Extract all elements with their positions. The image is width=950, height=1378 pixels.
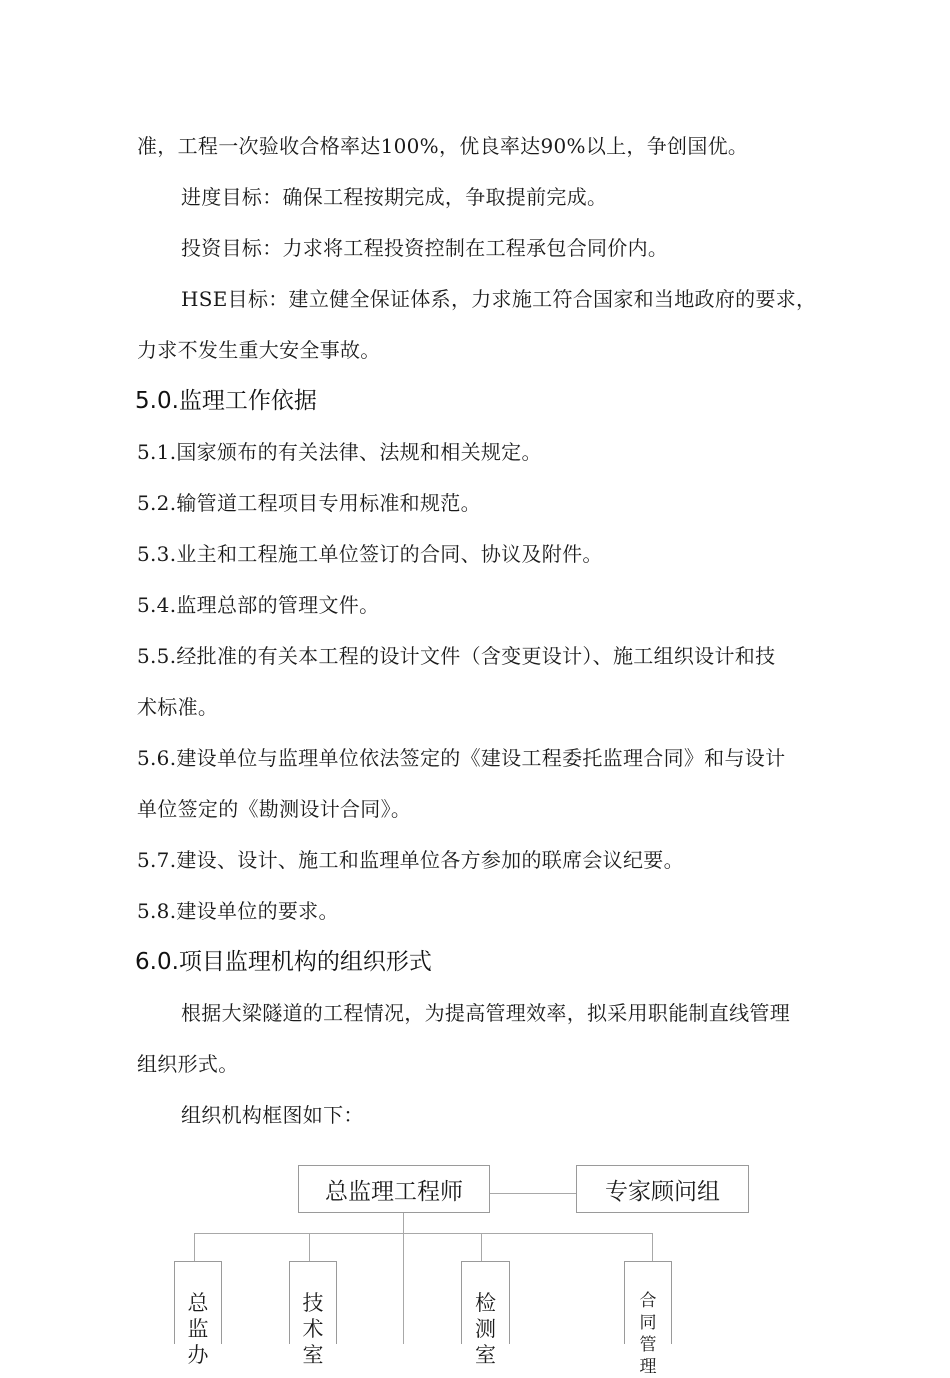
paragraph-org-form-cont: 组织形式。 [137, 1052, 239, 1076]
connector-chief-advisor [490, 1193, 577, 1194]
org-box-label: 总监办 [187, 1291, 209, 1367]
paragraph-hse-goal-cont: 力求不发生重大安全事故。 [137, 338, 381, 362]
list-item: 5.3.业主和工程施工单位签订的合同、协议及附件。 [137, 542, 603, 566]
connector-drop-4 [652, 1233, 653, 1262]
chart-intro: 组织机构框图如下： [181, 1103, 364, 1127]
section-heading-5: 5.0.监理工作依据 [135, 388, 317, 414]
list-item: 5.2.输管道工程项目专用标准和规范。 [137, 491, 481, 515]
org-box-label: 专家顾问组 [605, 1178, 720, 1205]
section-heading-6: 6.0.项目监理机构的组织形式 [135, 949, 432, 975]
list-item-cont: 单位签定的《勘测设计合同》。 [137, 797, 412, 821]
paragraph-quality-goal: 准，工程一次验收合格率达100%，优良率达90%以上，争创国优。 [137, 134, 749, 158]
paragraph-investment-goal: 投资目标：力求将工程投资控制在工程承包合同价内。 [181, 236, 669, 260]
list-item: 5.5.经批准的有关本工程的设计文件（含变更设计）、施工组织设计和技 [137, 644, 776, 668]
org-box-label: 技术室 [302, 1291, 324, 1367]
connector-drop-3 [481, 1233, 482, 1262]
paragraph-hse-goal: HSE目标：建立健全保证体系，力求施工符合国家和当地政府的要求， [181, 287, 817, 311]
connector-drop-2 [309, 1233, 310, 1262]
org-box-technical-dept [289, 1261, 337, 1367]
paragraph-schedule-goal: 进度目标：确保工程按期完成，争取提前完成。 [181, 185, 608, 209]
connector-branch-bar [194, 1233, 653, 1234]
list-item: 5.1.国家颁布的有关法律、法规和相关规定。 [137, 440, 542, 464]
org-box-chief-office [174, 1261, 222, 1367]
org-box-label: 检测室 [475, 1291, 496, 1367]
org-box-chief-engineer [298, 1165, 490, 1213]
list-item: 5.7.建设、设计、施工和监理单位各方参加的联席会议纪要。 [137, 848, 684, 872]
list-item: 5.8.建设单位的要求。 [137, 899, 339, 923]
paragraph-org-form: 根据大梁隧道的工程情况，为提高管理效率，拟采用职能制直线管理 [181, 1001, 790, 1025]
org-box-contract-mgmt [624, 1261, 672, 1377]
list-item-cont: 术标准。 [137, 695, 219, 719]
org-box-label: 合同管理 [639, 1291, 657, 1377]
list-item: 5.4.监理总部的管理文件。 [137, 593, 380, 617]
connector-drop-1 [194, 1233, 195, 1262]
list-item: 5.6.建设单位与监理单位依法签定的《建设工程委托监理合同》和与设计 [137, 746, 786, 770]
org-box-expert-group [576, 1165, 749, 1213]
org-box-testing-dept [461, 1261, 510, 1367]
org-box-label: 总监理工程师 [325, 1178, 463, 1205]
